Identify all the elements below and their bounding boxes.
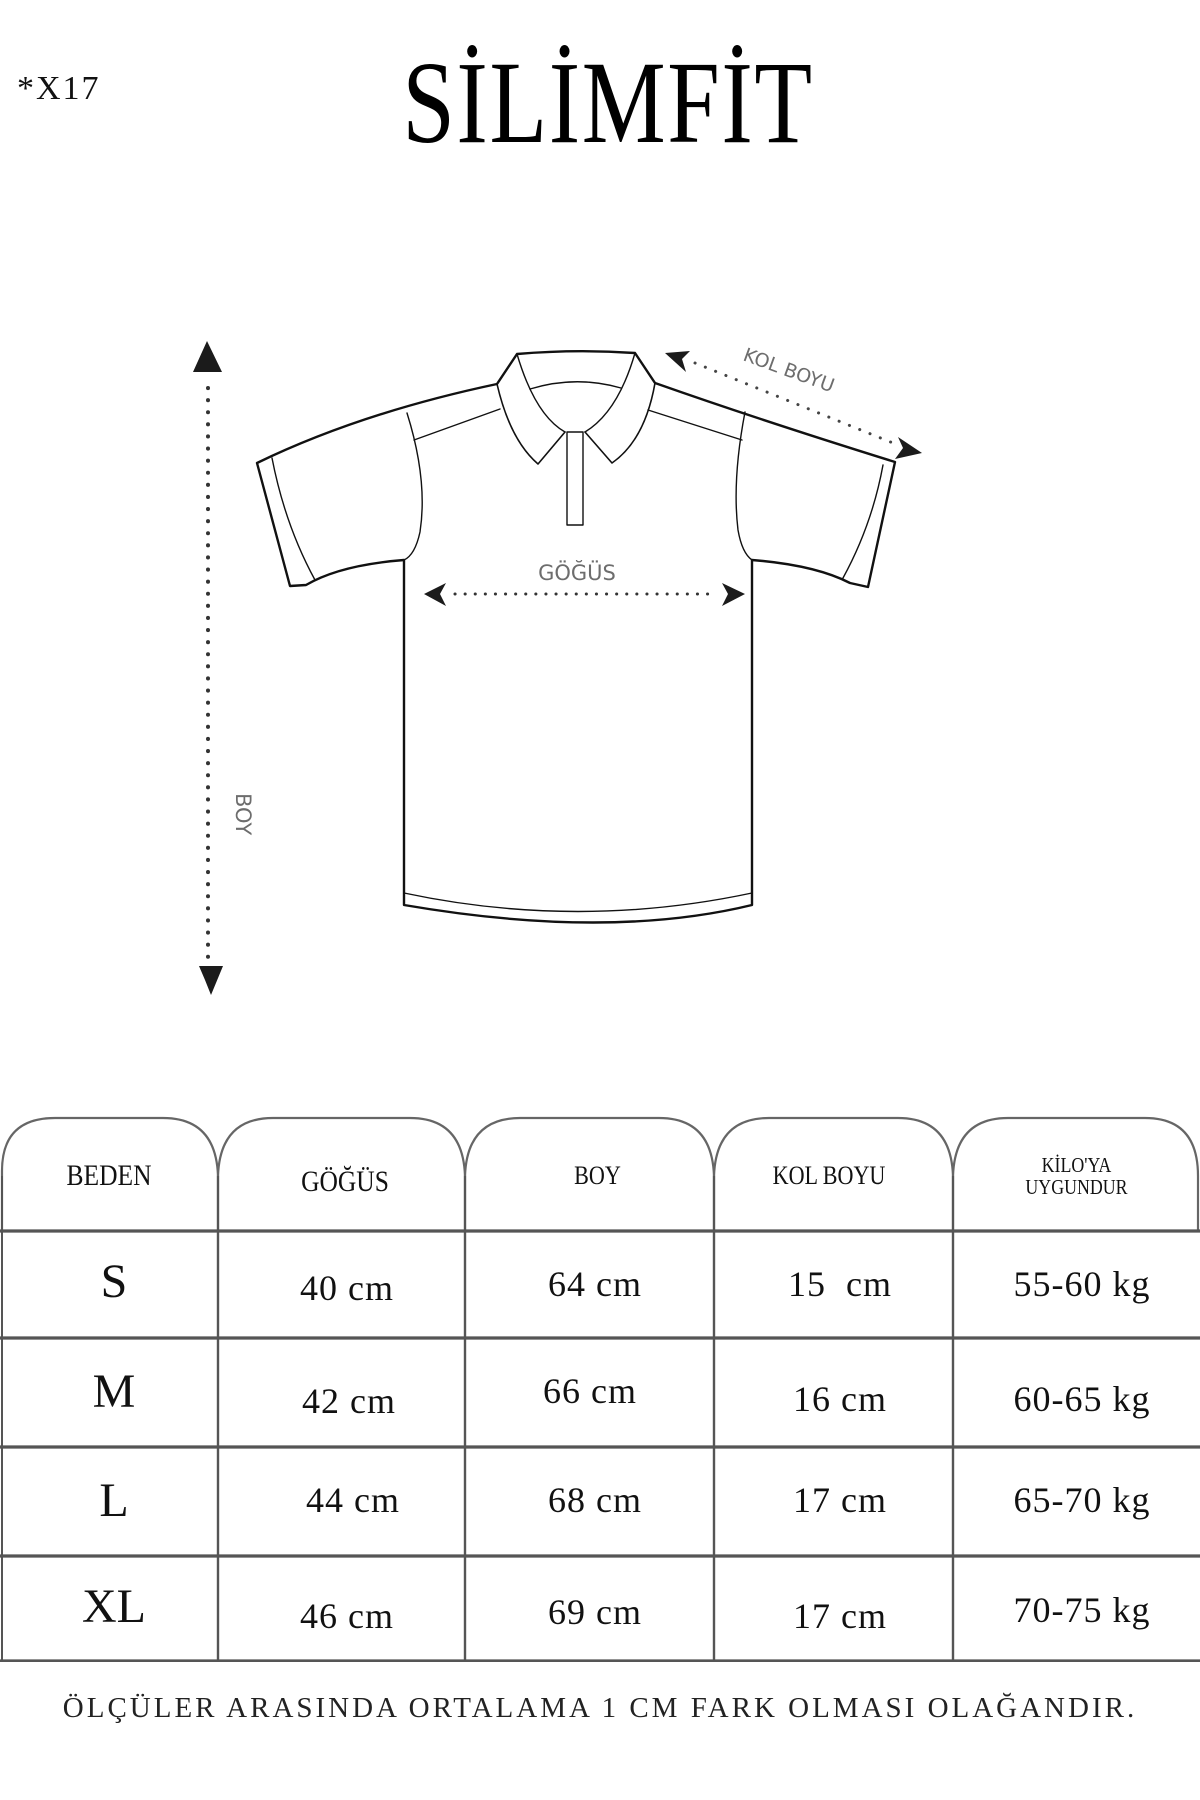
chest-arrow: [424, 560, 745, 606]
weight-cell: 60-65 kg: [1013, 1379, 1151, 1419]
length-arrow: [193, 341, 255, 995]
sleeve-cell: 16 cm: [793, 1379, 887, 1419]
size-cell: S: [100, 1254, 128, 1308]
brand-title: SİLİMFİT: [402, 37, 814, 168]
weight-header-line1: KİLO'YA: [1041, 1153, 1112, 1177]
size-cell: XL: [82, 1579, 146, 1633]
product-code: *X17: [17, 70, 101, 107]
chest-cell: 40 cm: [300, 1268, 394, 1308]
measurement-note: ÖLÇÜLER ARASINDA ORTALAMA 1 CM FARK OLMASI OLAĞANDIR.: [62, 1692, 1138, 1724]
length-cell: 64 cm: [548, 1264, 642, 1304]
length-label: BOY: [231, 793, 255, 836]
length-cell: 68 cm: [548, 1480, 642, 1520]
size-cell: L: [99, 1473, 129, 1527]
length-cell: 69 cm: [548, 1592, 642, 1632]
sleeve-label: KOL BOYU: [740, 344, 838, 398]
size-cell: M: [92, 1364, 136, 1418]
column-header-size: BEDEN: [66, 1159, 152, 1192]
chest-label: GÖĞÜS: [538, 561, 616, 585]
size-table: [0, 1116, 1200, 1662]
weight-cell: 55-60 kg: [1013, 1264, 1151, 1304]
chest-cell: 46 cm: [300, 1596, 394, 1636]
chest-cell: 42 cm: [302, 1381, 396, 1421]
sleeve-cell: 17 cm: [793, 1596, 887, 1636]
weight-cell: 65-70 kg: [1013, 1480, 1151, 1520]
column-header-weight: [972, 1136, 1182, 1216]
sleeve-cell: 17 cm: [793, 1480, 887, 1520]
column-header-sleeve: KOL BOYU: [772, 1161, 886, 1190]
length-cell: 66 cm: [543, 1371, 637, 1411]
sleeve-arrow: [665, 344, 922, 459]
column-header-chest: GÖĞÜS: [301, 1165, 389, 1198]
weight-header-line2: UYGUNDUR: [1025, 1175, 1128, 1199]
polo-shirt-outline: [257, 351, 895, 922]
weight-cell: 70-75 kg: [1013, 1590, 1151, 1630]
chest-cell: 44 cm: [306, 1480, 400, 1520]
sleeve-cell: 15 cm: [788, 1264, 892, 1304]
column-header-length: BOY: [574, 1161, 621, 1190]
